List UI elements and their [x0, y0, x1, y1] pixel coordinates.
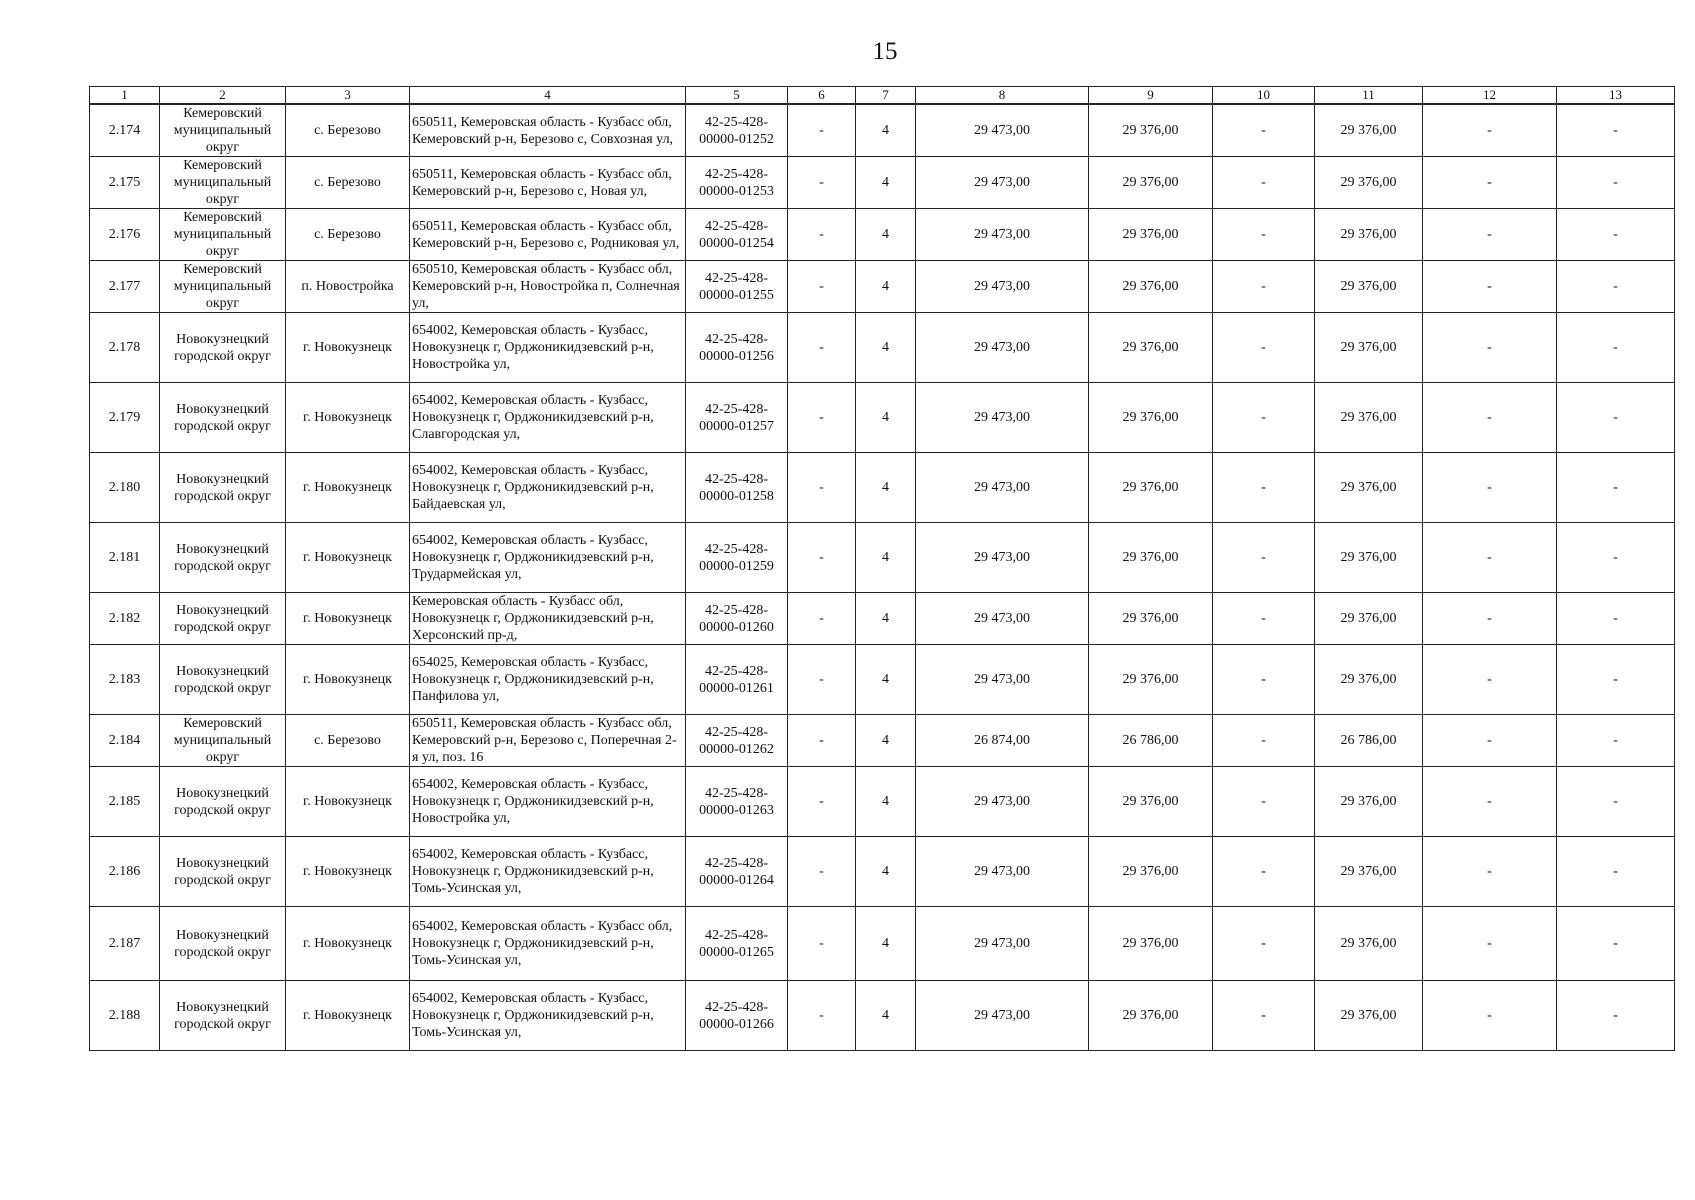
col-10-cell: - [1213, 313, 1315, 383]
col-8-cell: 29 473,00 [916, 453, 1089, 523]
row-number-cell: 2.177 [90, 261, 160, 313]
col-13-cell: - [1557, 383, 1675, 453]
col-12-cell: - [1423, 767, 1557, 837]
col-10-cell: - [1213, 981, 1315, 1051]
address-cell: 650511, Кемеровская область - Кузбасс обл, Кемеровский р-н, Березово с, Новая ул, [410, 157, 686, 209]
col-12-cell: - [1423, 907, 1557, 981]
column-header-13: 13 [1557, 87, 1675, 105]
oktmo-code-cell: 42-25-428-00000-01258 [686, 453, 788, 523]
col-7-cell: 4 [856, 157, 916, 209]
col-12-cell: - [1423, 593, 1557, 645]
settlement-cell: г. Новокузнецк [286, 767, 410, 837]
table-row [90, 523, 1675, 593]
col-8-cell: 29 473,00 [916, 645, 1089, 715]
oktmo-code-cell: 42-25-428-00000-01256 [686, 313, 788, 383]
col-7-cell: 4 [856, 715, 916, 767]
oktmo-code-cell: 42-25-428-00000-01266 [686, 981, 788, 1051]
address-cell: 654002, Кемеровская область - Кузбасс, Новокузнецк г, Орджоникидзевский р-н, Славгородская ул, [410, 383, 686, 453]
oktmo-code-cell: 42-25-428-00000-01265 [686, 907, 788, 981]
col-8-cell: 29 473,00 [916, 104, 1089, 157]
table-row [90, 593, 1675, 645]
col-7-cell: 4 [856, 209, 916, 261]
col-7-cell: 4 [856, 104, 916, 157]
col-11-cell: 29 376,00 [1315, 261, 1423, 313]
row-number-cell: 2.188 [90, 981, 160, 1051]
col-13-cell: - [1557, 837, 1675, 907]
col-7-cell: 4 [856, 837, 916, 907]
col-13-cell: - [1557, 767, 1675, 837]
col-8-cell: 29 473,00 [916, 261, 1089, 313]
oktmo-code-cell: 42-25-428-00000-01263 [686, 767, 788, 837]
settlement-cell: с. Березово [286, 209, 410, 261]
col-8-cell: 29 473,00 [916, 383, 1089, 453]
col-10-cell: - [1213, 209, 1315, 261]
col-6-cell: - [788, 981, 856, 1051]
settlement-cell: г. Новокузнецк [286, 453, 410, 523]
col-13-cell: - [1557, 209, 1675, 261]
col-12-cell: - [1423, 209, 1557, 261]
col-11-cell: 29 376,00 [1315, 157, 1423, 209]
column-header-4: 4 [410, 87, 686, 105]
col-7-cell: 4 [856, 261, 916, 313]
row-number-cell: 2.180 [90, 453, 160, 523]
settlement-cell: г. Новокузнецк [286, 383, 410, 453]
settlement-cell: с. Березово [286, 157, 410, 209]
municipality-cell: Новокузнецкий городской округ [160, 593, 286, 645]
settlement-cell: г. Новокузнецк [286, 313, 410, 383]
address-cell: 654002, Кемеровская область - Кузбасс обл, Новокузнецк г, Орджоникидзевский р-н, Томь-Усинская ул, [410, 907, 686, 981]
col-6-cell: - [788, 261, 856, 313]
municipality-cell: Новокузнецкий городской округ [160, 767, 286, 837]
column-header-8: 8 [916, 87, 1089, 105]
municipality-cell: Кемеровский муниципальный округ [160, 104, 286, 157]
column-header-2: 2 [160, 87, 286, 105]
oktmo-code-cell: 42-25-428-00000-01254 [686, 209, 788, 261]
col-8-cell: 29 473,00 [916, 837, 1089, 907]
municipality-cell: Новокузнецкий городской округ [160, 837, 286, 907]
municipality-cell: Кемеровский муниципальный округ [160, 209, 286, 261]
col-12-cell: - [1423, 837, 1557, 907]
col-9-cell: 29 376,00 [1089, 104, 1213, 157]
col-9-cell: 29 376,00 [1089, 261, 1213, 313]
col-10-cell: - [1213, 453, 1315, 523]
col-6-cell: - [788, 767, 856, 837]
col-12-cell: - [1423, 523, 1557, 593]
oktmo-code-cell: 42-25-428-00000-01261 [686, 645, 788, 715]
address-cell: 650511, Кемеровская область - Кузбасс обл, Кемеровский р-н, Березово с, Родниковая ул, [410, 209, 686, 261]
col-8-cell: 29 473,00 [916, 157, 1089, 209]
col-6-cell: - [788, 593, 856, 645]
address-cell: 650511, Кемеровская область - Кузбасс обл, Кемеровский р-н, Березово с, Совхозная ул, [410, 104, 686, 157]
municipality-cell: Новокузнецкий городской округ [160, 523, 286, 593]
col-6-cell: - [788, 157, 856, 209]
oktmo-code-cell: 42-25-428-00000-01262 [686, 715, 788, 767]
row-number-cell: 2.176 [90, 209, 160, 261]
oktmo-code-cell: 42-25-428-00000-01264 [686, 837, 788, 907]
column-header-3: 3 [286, 87, 410, 105]
col-8-cell: 29 473,00 [916, 767, 1089, 837]
col-11-cell: 29 376,00 [1315, 837, 1423, 907]
col-9-cell: 29 376,00 [1089, 313, 1213, 383]
oktmo-code-cell: 42-25-428-00000-01252 [686, 104, 788, 157]
municipality-cell: Кемеровский муниципальный округ [160, 261, 286, 313]
address-cell: 654002, Кемеровская область - Кузбасс, Новокузнецк г, Орджоникидзевский р-н, Томь-Усинская ул, [410, 981, 686, 1051]
column-header-11: 11 [1315, 87, 1423, 105]
table-row [90, 767, 1675, 837]
row-number-cell: 2.179 [90, 383, 160, 453]
table-row [90, 383, 1675, 453]
col-6-cell: - [788, 453, 856, 523]
col-6-cell: - [788, 837, 856, 907]
col-11-cell: 29 376,00 [1315, 593, 1423, 645]
col-8-cell: 29 473,00 [916, 907, 1089, 981]
col-8-cell: 29 473,00 [916, 523, 1089, 593]
col-7-cell: 4 [856, 313, 916, 383]
column-header-5: 5 [686, 87, 788, 105]
address-cell: 654002, Кемеровская область - Кузбасс, Новокузнецк г, Орджоникидзевский р-н, Томь-Усинская ул, [410, 837, 686, 907]
col-8-cell: 29 473,00 [916, 209, 1089, 261]
col-8-cell: 29 473,00 [916, 981, 1089, 1051]
column-header-10: 10 [1213, 87, 1315, 105]
col-9-cell: 29 376,00 [1089, 523, 1213, 593]
table-row [90, 313, 1675, 383]
col-11-cell: 26 786,00 [1315, 715, 1423, 767]
table-row [90, 981, 1675, 1051]
row-number-cell: 2.178 [90, 313, 160, 383]
col-6-cell: - [788, 383, 856, 453]
col-10-cell: - [1213, 261, 1315, 313]
table-row [90, 261, 1675, 313]
column-header-7: 7 [856, 87, 916, 105]
col-13-cell: - [1557, 453, 1675, 523]
col-9-cell: 26 786,00 [1089, 715, 1213, 767]
col-10-cell: - [1213, 715, 1315, 767]
municipality-cell: Новокузнецкий городской округ [160, 383, 286, 453]
col-11-cell: 29 376,00 [1315, 313, 1423, 383]
table-body [90, 104, 1675, 1051]
col-7-cell: 4 [856, 523, 916, 593]
col-7-cell: 4 [856, 453, 916, 523]
address-cell: 650511, Кемеровская область - Кузбасс обл, Кемеровский р-н, Березово с, Поперечная 2-я ул, поз. 16 [410, 715, 686, 767]
settlement-cell: г. Новокузнецк [286, 837, 410, 907]
col-13-cell: - [1557, 261, 1675, 313]
col-11-cell: 29 376,00 [1315, 383, 1423, 453]
settlement-cell: г. Новокузнецк [286, 907, 410, 981]
municipality-cell: Кемеровский муниципальный округ [160, 157, 286, 209]
col-11-cell: 29 376,00 [1315, 209, 1423, 261]
col-10-cell: - [1213, 383, 1315, 453]
col-11-cell: 29 376,00 [1315, 645, 1423, 715]
col-12-cell: - [1423, 261, 1557, 313]
row-number-cell: 2.186 [90, 837, 160, 907]
col-9-cell: 29 376,00 [1089, 209, 1213, 261]
column-header-6: 6 [788, 87, 856, 105]
municipality-cell: Новокузнецкий городской округ [160, 981, 286, 1051]
oktmo-code-cell: 42-25-428-00000-01257 [686, 383, 788, 453]
col-7-cell: 4 [856, 593, 916, 645]
municipality-cell: Новокузнецкий городской округ [160, 907, 286, 981]
col-12-cell: - [1423, 715, 1557, 767]
col-6-cell: - [788, 645, 856, 715]
municipality-cell: Новокузнецкий городской округ [160, 313, 286, 383]
col-10-cell: - [1213, 645, 1315, 715]
col-13-cell: - [1557, 523, 1675, 593]
col-13-cell: - [1557, 645, 1675, 715]
col-9-cell: 29 376,00 [1089, 837, 1213, 907]
col-10-cell: - [1213, 837, 1315, 907]
settlement-cell: г. Новокузнецк [286, 523, 410, 593]
header-row [90, 87, 1675, 105]
col-11-cell: 29 376,00 [1315, 981, 1423, 1051]
oktmo-code-cell: 42-25-428-00000-01255 [686, 261, 788, 313]
col-6-cell: - [788, 907, 856, 981]
col-12-cell: - [1423, 645, 1557, 715]
address-cell: 654025, Кемеровская область - Кузбасс, Новокузнецк г, Орджоникидзевский р-н, Панфилова ул, [410, 645, 686, 715]
col-6-cell: - [788, 209, 856, 261]
col-13-cell: - [1557, 907, 1675, 981]
municipality-cell: Новокузнецкий городской округ [160, 453, 286, 523]
page-number: 15 [872, 38, 898, 65]
row-number-cell: 2.174 [90, 104, 160, 157]
row-number-cell: 2.181 [90, 523, 160, 593]
table-row [90, 907, 1675, 981]
col-13-cell: - [1557, 157, 1675, 209]
col-10-cell: - [1213, 767, 1315, 837]
col-12-cell: - [1423, 981, 1557, 1051]
col-13-cell: - [1557, 981, 1675, 1051]
col-12-cell: - [1423, 383, 1557, 453]
col-10-cell: - [1213, 104, 1315, 157]
col-11-cell: 29 376,00 [1315, 104, 1423, 157]
col-11-cell: 29 376,00 [1315, 907, 1423, 981]
row-number-cell: 2.185 [90, 767, 160, 837]
col-8-cell: 29 473,00 [916, 313, 1089, 383]
address-cell: 650510, Кемеровская область - Кузбасс обл, Кемеровский р-н, Новостройка п, Солнечная ул, [410, 261, 686, 313]
oktmo-code-cell: 42-25-428-00000-01253 [686, 157, 788, 209]
table-header [90, 87, 1675, 105]
table-row [90, 453, 1675, 523]
col-11-cell: 29 376,00 [1315, 767, 1423, 837]
table-row [90, 837, 1675, 907]
table-row [90, 715, 1675, 767]
settlement-cell: п. Новостройка [286, 261, 410, 313]
col-7-cell: 4 [856, 767, 916, 837]
col-9-cell: 29 376,00 [1089, 907, 1213, 981]
col-10-cell: - [1213, 593, 1315, 645]
address-cell: 654002, Кемеровская область - Кузбасс, Новокузнецк г, Орджоникидзевский р-н, Трудармейская ул, [410, 523, 686, 593]
row-number-cell: 2.187 [90, 907, 160, 981]
row-number-cell: 2.183 [90, 645, 160, 715]
col-6-cell: - [788, 104, 856, 157]
col-6-cell: - [788, 523, 856, 593]
col-9-cell: 29 376,00 [1089, 593, 1213, 645]
col-12-cell: - [1423, 453, 1557, 523]
settlement-cell: г. Новокузнецк [286, 645, 410, 715]
col-8-cell: 29 473,00 [916, 593, 1089, 645]
address-cell: 654002, Кемеровская область - Кузбасс, Новокузнецк г, Орджоникидзевский р-н, Новостройка ул, [410, 767, 686, 837]
table-row [90, 209, 1675, 261]
settlement-cell: с. Березово [286, 104, 410, 157]
col-9-cell: 29 376,00 [1089, 645, 1213, 715]
col-9-cell: 29 376,00 [1089, 383, 1213, 453]
col-10-cell: - [1213, 157, 1315, 209]
row-number-cell: 2.184 [90, 715, 160, 767]
col-9-cell: 29 376,00 [1089, 157, 1213, 209]
column-header-12: 12 [1423, 87, 1557, 105]
col-6-cell: - [788, 313, 856, 383]
col-12-cell: - [1423, 157, 1557, 209]
settlement-cell: с. Березово [286, 715, 410, 767]
municipality-cell: Кемеровский муниципальный округ [160, 715, 286, 767]
row-number-cell: 2.182 [90, 593, 160, 645]
address-cell: 654002, Кемеровская область - Кузбасс, Новокузнецк г, Орджоникидзевский р-н, Новостройка ул, [410, 313, 686, 383]
col-9-cell: 29 376,00 [1089, 981, 1213, 1051]
col-13-cell: - [1557, 715, 1675, 767]
col-11-cell: 29 376,00 [1315, 523, 1423, 593]
col-9-cell: 29 376,00 [1089, 767, 1213, 837]
col-10-cell: - [1213, 523, 1315, 593]
table-row [90, 645, 1675, 715]
row-number-cell: 2.175 [90, 157, 160, 209]
col-7-cell: 4 [856, 645, 916, 715]
col-8-cell: 26 874,00 [916, 715, 1089, 767]
column-header-9: 9 [1089, 87, 1213, 105]
column-header-1: 1 [90, 87, 160, 105]
data-table [89, 86, 1675, 1051]
table-row [90, 157, 1675, 209]
oktmo-code-cell: 42-25-428-00000-01259 [686, 523, 788, 593]
settlement-cell: г. Новокузнецк [286, 981, 410, 1051]
address-cell: 654002, Кемеровская область - Кузбасс, Новокузнецк г, Орджоникидзевский р-н, Байдаевская ул, [410, 453, 686, 523]
col-13-cell: - [1557, 593, 1675, 645]
settlement-cell: г. Новокузнецк [286, 593, 410, 645]
oktmo-code-cell: 42-25-428-00000-01260 [686, 593, 788, 645]
table-row [90, 104, 1675, 157]
col-6-cell: - [788, 715, 856, 767]
col-10-cell: - [1213, 907, 1315, 981]
col-7-cell: 4 [856, 981, 916, 1051]
col-12-cell: - [1423, 104, 1557, 157]
col-11-cell: 29 376,00 [1315, 453, 1423, 523]
col-12-cell: - [1423, 313, 1557, 383]
col-9-cell: 29 376,00 [1089, 453, 1213, 523]
col-7-cell: 4 [856, 907, 916, 981]
municipality-cell: Новокузнецкий городской округ [160, 645, 286, 715]
col-13-cell: - [1557, 104, 1675, 157]
address-cell: Кемеровская область - Кузбасс обл, Новокузнецк г, Орджоникидзевский р-н, Херсонский пр-д, [410, 593, 686, 645]
col-13-cell: - [1557, 313, 1675, 383]
col-7-cell: 4 [856, 383, 916, 453]
